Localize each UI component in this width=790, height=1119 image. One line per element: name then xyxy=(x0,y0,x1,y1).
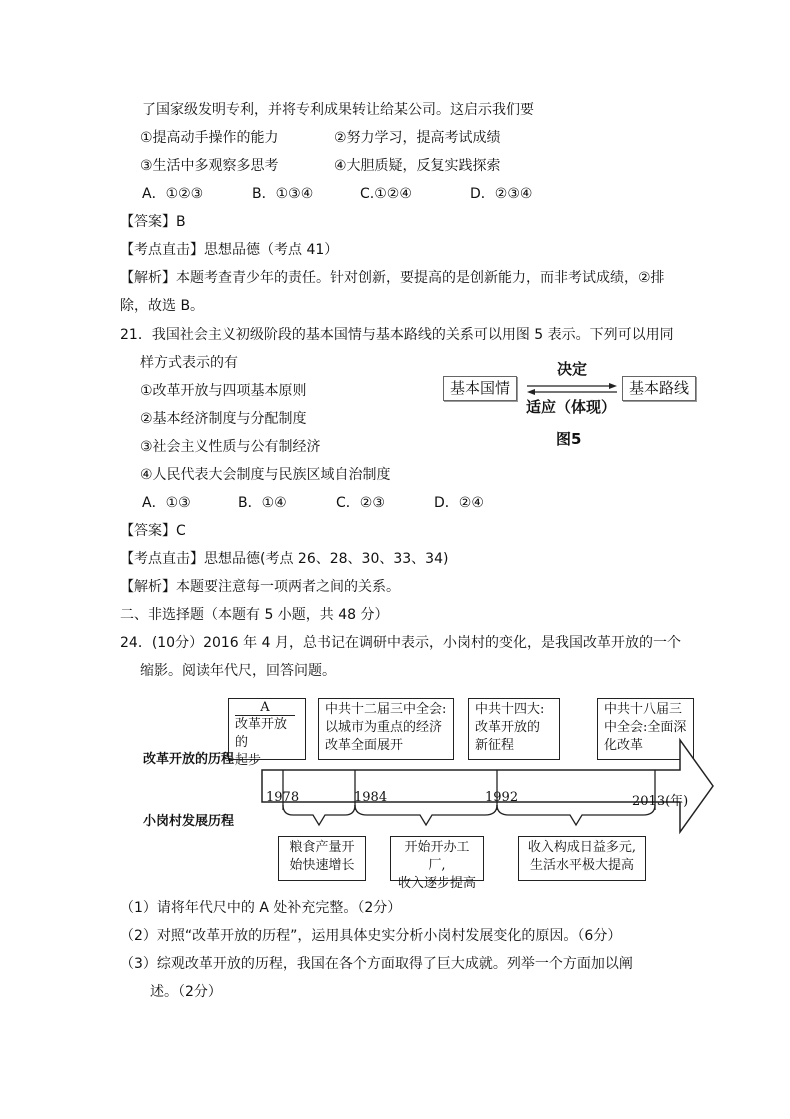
year-2013: 2013(年) xyxy=(632,794,689,809)
box-line: 改革开放的 xyxy=(475,720,541,735)
q21-item-1: ①改革开放与四项基本原则 xyxy=(140,383,307,399)
box-line: 始快速增长 xyxy=(289,858,355,873)
box-line: 中共十四大: xyxy=(475,702,545,717)
box-line: 起步 xyxy=(235,753,262,768)
q21-choice-d: D．②④ xyxy=(434,495,484,511)
row-label-xiaogang: 小岗村发展历程 xyxy=(143,814,235,829)
q24-sub-2: （2）对照“改革开放的历程”，运用具体史实分析小岗村发展变化的原因。（6分） xyxy=(120,928,622,944)
q21-choice-b: B．①④ xyxy=(238,495,287,511)
timeline-bottom-box-3 xyxy=(518,836,646,881)
q24-sub-3-cont: 述。（2分） xyxy=(150,984,222,1000)
q24-stem: 24．(10分）2016 年 4 月，总书记在调研中表示，小岗村的变化，是我国改革开放的一个 xyxy=(120,635,681,651)
q20-analysis-cont: 除，故选 B。 xyxy=(120,298,205,314)
q21-stem: 21．我国社会主义初级阶段的基本国情与基本路线的关系可以用图 5 表示。下列可以用同 xyxy=(120,327,674,343)
fig5-left-box: 基本国情 xyxy=(443,376,517,401)
timeline-bottom-box-2 xyxy=(390,836,484,891)
q24-stem-cont: 缩影。阅读年代尺，回答问题。 xyxy=(140,663,336,679)
box-line: 中全会:全面深 xyxy=(604,720,687,735)
year-1992: 1992 xyxy=(485,790,519,805)
fig5-bottom-label: 适应（体现） xyxy=(526,398,617,416)
box-line: 中共十八届三 xyxy=(604,702,683,717)
year-1978: 1978 xyxy=(266,790,300,805)
section-heading: 二、非选择题（本题有 5 小题，共 48 分） xyxy=(120,607,389,623)
row-label-reform: 改革开放的历程 xyxy=(143,752,235,767)
box-line: 开始开办工厂, xyxy=(404,840,470,873)
fig5-top-label: 决定 xyxy=(557,360,588,378)
q21-item-4: ④人民代表大会制度与民族区域自治制度 xyxy=(140,467,391,483)
box-line: 粮食产量开 xyxy=(289,840,355,855)
q21-answer: 【答案】C xyxy=(120,523,186,539)
year-1984: 1984 xyxy=(354,790,388,805)
timeline-bottom-box-1 xyxy=(278,836,366,881)
fig5-arrows xyxy=(525,382,619,396)
q20-point: 【考点直击】思想品德（考点 41） xyxy=(120,242,339,258)
q20-item-1: ①提高动手操作的能力 xyxy=(140,130,279,146)
q20-item-4: ④大胆质疑，反复实践探索 xyxy=(334,158,501,174)
q21-choice-c: C．②③ xyxy=(336,495,385,511)
box-line: 改革全面展开 xyxy=(325,738,404,753)
q20-stem: 了国家级发明专利，并将专利成果转让给某公司。这启示我们要 xyxy=(142,102,534,118)
timeline-arrow xyxy=(255,735,720,835)
blank-a: A xyxy=(235,701,295,716)
fig5-caption: 图5 xyxy=(556,430,582,448)
box-line: 新征程 xyxy=(475,738,515,753)
q20-choice-b: B．①③④ xyxy=(252,186,314,202)
q20-analysis: 【解析】本题考查青少年的责任。针对创新，要提高的是创新能力，而非考试成绩，②排 xyxy=(120,270,665,286)
fig5-right-box: 基本路线 xyxy=(622,376,696,401)
box-line: 收入构成日益多元, xyxy=(527,840,637,855)
q21-analysis: 【解析】本题要注意每一项两者之间的关系。 xyxy=(120,579,400,595)
box-line: 收入逐步提高 xyxy=(397,876,476,891)
q21-stem-cont: 样方式表示的有 xyxy=(140,355,238,371)
q20-answer: 【答案】B xyxy=(120,214,186,230)
q21-item-2: ②基本经济制度与分配制度 xyxy=(140,411,307,427)
q21-point: 【考点直击】思想品德(考点 26、28、30、33、34) xyxy=(120,551,449,567)
q21-item-3: ③社会主义性质与公有制经济 xyxy=(140,439,321,455)
q24-sub-1: （1）请将年代尺中的 A 处补充完整。（2分） xyxy=(120,900,402,916)
q20-choice-a: A．①②③ xyxy=(142,186,204,202)
q24-sub-3: （3）综观改革开放的历程，我国在各个方面取得了巨大成就。列举一个方面加以阐 xyxy=(120,956,633,972)
box-line: 化改革 xyxy=(604,738,644,753)
q20-item-2: ②努力学习，提高考试成绩 xyxy=(334,130,501,146)
box-line: 中共十二届三中全会: xyxy=(325,702,447,717)
box-line: 改革开放的 xyxy=(235,717,288,750)
q20-item-3: ③生活中多观察多思考 xyxy=(140,158,279,174)
q21-choice-a: A．①③ xyxy=(142,495,191,511)
q20-choice-d: D．②③④ xyxy=(470,186,533,202)
box-line: 以城市为重点的经济 xyxy=(325,720,443,735)
q20-choice-c: C.①②④ xyxy=(360,186,412,202)
box-line: 生活水平极大提高 xyxy=(529,858,634,873)
